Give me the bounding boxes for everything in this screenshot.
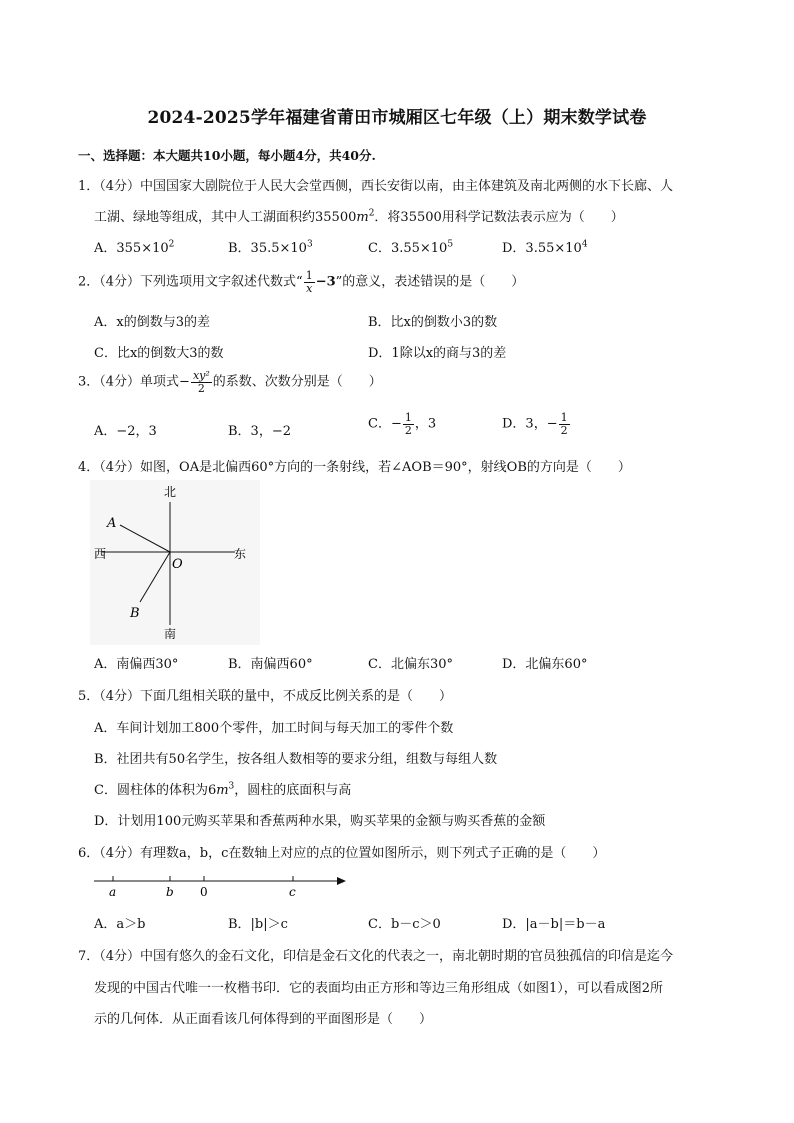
fraction bbox=[559, 412, 570, 436]
question-text: 4．（4分）如图，OA是北偏西60°方向的一条射线，若∠AOB＝90°，射线OB的方向是（ ） bbox=[78, 460, 631, 475]
question-text bbox=[78, 370, 382, 394]
label-c: c bbox=[289, 885, 296, 899]
label-north: 北 bbox=[164, 485, 177, 499]
option-a[interactable]: A．x的倒数与3的差 bbox=[94, 315, 210, 330]
text-run: ”的意义，表述错误的是（ ） bbox=[335, 274, 525, 290]
text-run: ．将35500用科学记数法表示应为（ ） bbox=[374, 210, 624, 225]
text-run: C．圆柱体的体积为6 bbox=[94, 783, 217, 798]
question-text: 示的几何体．从正面看该几何体得到的平面图形是（ ） bbox=[94, 1012, 433, 1027]
option-a[interactable]: A．−2，3 bbox=[94, 424, 157, 439]
option-a[interactable] bbox=[94, 237, 174, 256]
number-line bbox=[92, 870, 352, 900]
label-west: 西 bbox=[94, 547, 107, 561]
question-text: 发现的中国古代唯一一枚楷书印．它的表面均由正方形和等边三角形组成（如图1），可以看成图2所 bbox=[94, 981, 664, 996]
option-b[interactable]: B．比x的倒数小3的数 bbox=[368, 315, 498, 330]
label-a: A bbox=[107, 516, 117, 531]
option-d[interactable] bbox=[502, 412, 571, 436]
exponent: 4 bbox=[581, 239, 588, 250]
option-label: B．35.5×10 bbox=[228, 241, 307, 256]
label-o: O bbox=[172, 557, 183, 572]
numerator: 1 bbox=[560, 411, 568, 424]
question-text bbox=[94, 206, 624, 225]
denominator: 2 bbox=[560, 423, 568, 437]
numerator: 1 bbox=[305, 269, 313, 282]
question-text: 1．（4分）中国国家大剧院位于人民大会堂西侧，西长安街以南，由主体建筑及南北两侧的水下长廊、人 bbox=[78, 179, 674, 194]
label-b: B bbox=[130, 606, 140, 621]
text-run: 3．（4分）单项式− bbox=[78, 374, 190, 390]
text-run: ，3 bbox=[414, 416, 437, 432]
numerator: 1 bbox=[404, 411, 412, 424]
label-a: a bbox=[109, 885, 117, 899]
option-b[interactable]: B．3，−2 bbox=[228, 424, 291, 439]
text-run: ，圆柱的底面积与高 bbox=[234, 783, 352, 798]
option-d[interactable] bbox=[502, 237, 588, 256]
denominator: x bbox=[306, 281, 313, 295]
option-b[interactable]: B．南偏西60° bbox=[228, 657, 313, 672]
option-a[interactable]: A．a＞b bbox=[94, 917, 146, 932]
option-d[interactable]: D．计划用100元购买苹果和香蕉两种水果，购买苹果的金额与购买香蕉的金额 bbox=[94, 814, 546, 829]
text-run: D．3，− bbox=[502, 416, 558, 432]
option-d[interactable]: D．|a－b|＝b－a bbox=[502, 917, 606, 932]
question-text: 6．（4分）有理数a，b，c在数轴上对应的点的位置如图所示，则下列式子正确的是（ ） bbox=[78, 846, 606, 861]
option-label: C．3.55×10 bbox=[368, 241, 448, 256]
text-run: 工湖、绿地等组成，其中人工湖面积约35500 bbox=[94, 210, 357, 225]
numerator: xy² bbox=[192, 369, 210, 382]
option-label: D．3.55×10 bbox=[502, 241, 582, 256]
option-label: A．355×10 bbox=[94, 241, 169, 256]
label-b: b bbox=[166, 885, 174, 899]
option-b[interactable]: B．社团共有50名学生，按各组人数相等的要求分组，组数与每组人数 bbox=[94, 752, 498, 767]
question-text: 5．（4分）下面几组相关联的量中，不成反比例关系的是（ ） bbox=[78, 689, 453, 704]
option-c[interactable]: C．b－c＞0 bbox=[368, 917, 441, 932]
fraction bbox=[304, 270, 315, 294]
exponent: 2 bbox=[368, 208, 375, 219]
option-c[interactable] bbox=[368, 412, 436, 436]
exponent: 2 bbox=[168, 239, 175, 250]
option-d[interactable]: D．1除以x的商与3的差 bbox=[368, 346, 507, 361]
option-a[interactable]: A．车间计划加工800个零件，加工时间与每天加工的零件个数 bbox=[94, 721, 454, 736]
text-run: 的系数、次数分别是（ ） bbox=[212, 374, 382, 390]
option-c[interactable] bbox=[94, 779, 351, 798]
label-zero: 0 bbox=[200, 885, 208, 899]
option-c[interactable]: C．比x的倒数大3的数 bbox=[94, 346, 224, 361]
exponent: 3 bbox=[228, 781, 235, 792]
label-south: 南 bbox=[164, 627, 177, 641]
option-c[interactable]: C．北偏东30° bbox=[368, 657, 453, 672]
unit: m bbox=[216, 783, 229, 798]
arrow-icon bbox=[337, 877, 346, 885]
option-b[interactable] bbox=[228, 237, 313, 256]
text-run: 2．（4分）下列选项用文字叙述代数式“ bbox=[78, 274, 303, 290]
option-c[interactable] bbox=[368, 237, 453, 256]
denominator: 2 bbox=[197, 381, 205, 395]
section-heading: 一、选择题：本大题共10小题，每小题4分，共40分. bbox=[78, 148, 376, 163]
exponent: 5 bbox=[447, 239, 454, 250]
unit: m bbox=[356, 210, 369, 225]
option-a[interactable]: A．南偏西30° bbox=[94, 657, 179, 672]
text-run: −3 bbox=[315, 274, 336, 290]
direction-figure bbox=[90, 480, 260, 645]
exponent: 3 bbox=[306, 239, 313, 250]
denominator: 2 bbox=[404, 423, 412, 437]
page-title: 2024-2025学年福建省莆田市城厢区七年级（上）期末数学试卷 bbox=[147, 108, 647, 128]
option-d[interactable]: D．北偏东60° bbox=[502, 657, 588, 672]
fraction bbox=[191, 370, 212, 394]
option-b[interactable]: B．|b|＞c bbox=[228, 917, 288, 932]
label-east: 东 bbox=[234, 547, 247, 561]
question-text: 7．（4分）中国有悠久的金石文化，印信是金石文化的代表之一，南北朝时期的官员独孤信的印信是迄今 bbox=[78, 949, 674, 964]
question-text bbox=[78, 270, 524, 294]
fraction bbox=[403, 412, 414, 436]
text-run: C．− bbox=[368, 416, 402, 432]
